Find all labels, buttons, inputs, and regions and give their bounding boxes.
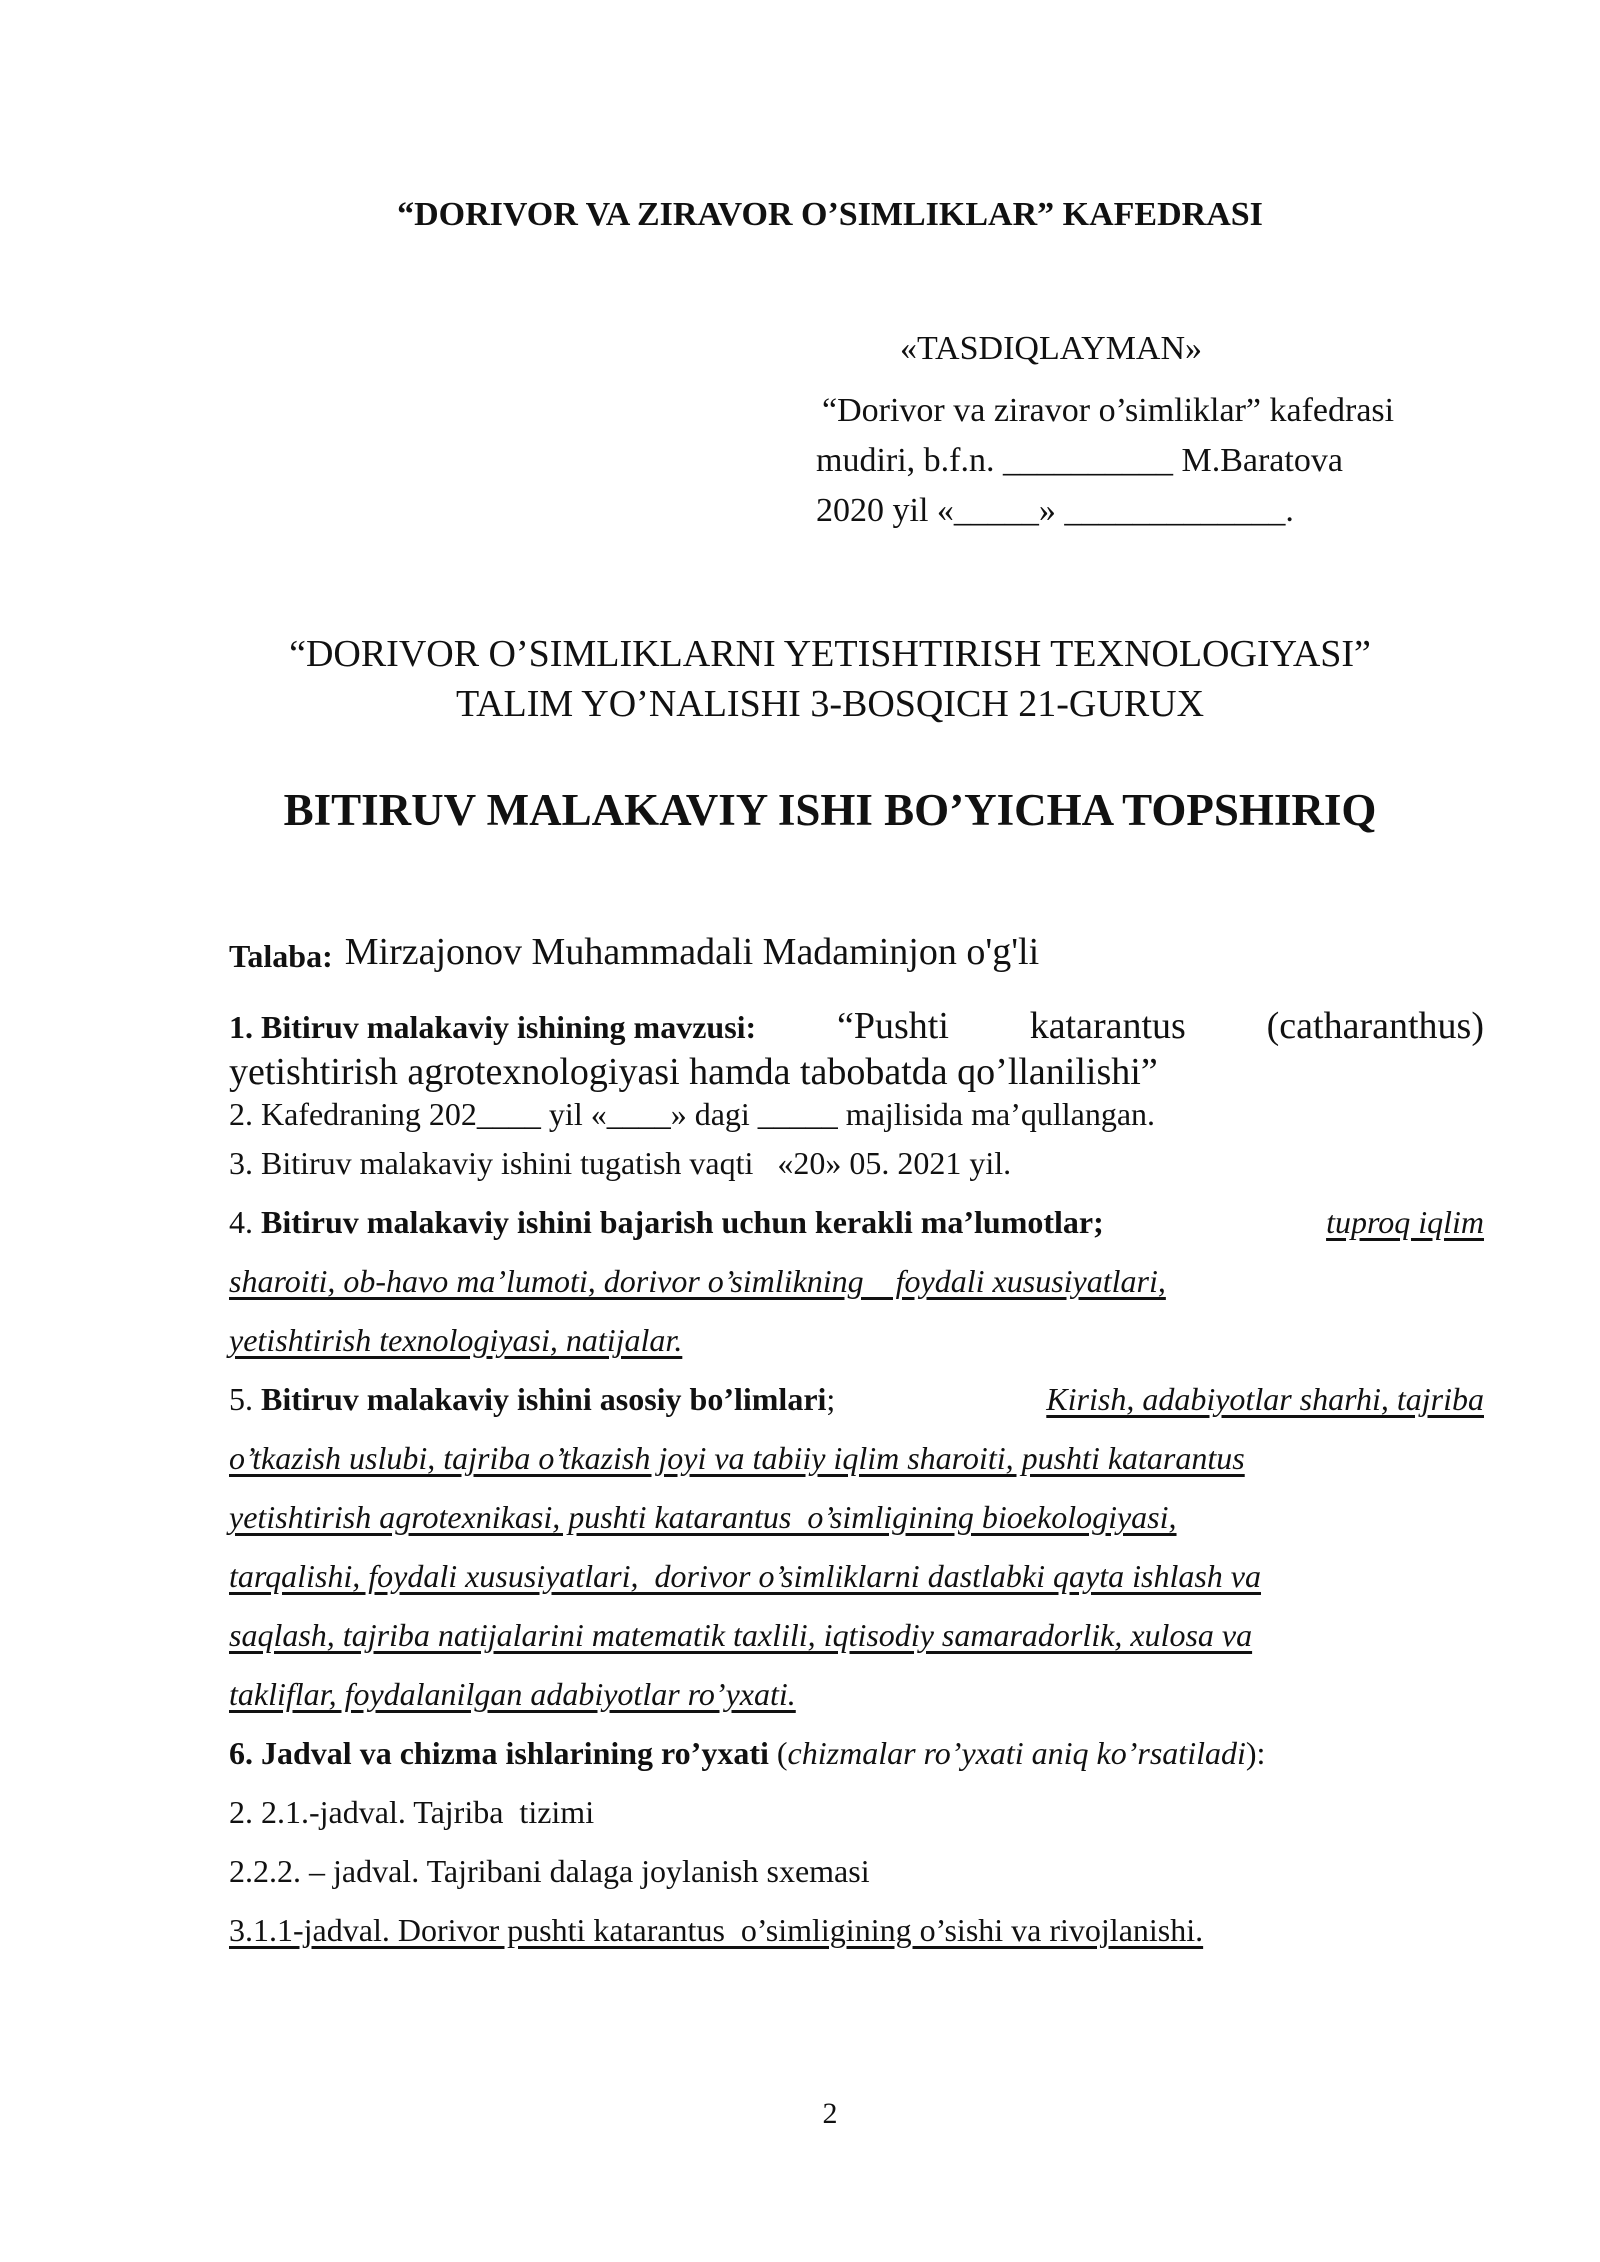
item-6-open: ( xyxy=(768,1735,788,1771)
approval-title: «TASDIQLAYMAN» xyxy=(900,330,1203,367)
item-2: 2. Kafedraning 202____ yil «____» dagi _____ majlisida ma’qullangan. xyxy=(229,1096,1156,1132)
item-5-tail: Kirish, adabiyotlar sharhi, tajriba xyxy=(1046,1381,1484,1417)
item-3: 3. Bitiruv malakaviy ishini tugatish vaqti «20» 05. 2021 yil. xyxy=(229,1145,1012,1181)
item-6-close: ): xyxy=(1245,1735,1266,1771)
item-6-label: 6. Jadval va chizma ishlarining ro’yxati xyxy=(229,1735,769,1771)
item-5-line-6: takliflar, foydalanilgan adabiyotlar ro’yxati. xyxy=(229,1676,796,1712)
item-5-line-2: o’tkazish uslubi, tajriba o’tkazish joyi va tabiiy iqlim sharoiti, pushti katarantus xyxy=(229,1440,1245,1476)
item-5-label: Bitiruv malakaviy ishini asosiy bo’limlari xyxy=(261,1381,827,1417)
page-number: 2 xyxy=(822,2097,838,2130)
program-line-1: “DORIVOR O’SIMLIKLARNI YETISHTIRISH TEXNOLOGIYASI” xyxy=(289,633,1371,675)
approval-line-2: mudiri, b.f.n. __________ M.Baratova xyxy=(816,442,1343,479)
table-list-item: 3.1.1-jadval. Dorivor pushti katarantus o’simligining o’sishi va rivojlanishi. xyxy=(229,1912,1204,1948)
item-5-number: 5. xyxy=(229,1381,253,1417)
item-1-line-2: yetishtirish agrotexnologiyasi hamda tabobatda qo’llanilishi” xyxy=(229,1051,1158,1093)
program-line-2: TALIM YO’NALISHI 3-BOSQICH 21-GURUX xyxy=(455,683,1205,725)
approval-line-3: 2020 yil «_____» _____________. xyxy=(816,492,1294,529)
item-1-word: katarantus xyxy=(1029,1005,1186,1047)
item-5-separator: ; xyxy=(826,1381,836,1417)
document-body xyxy=(229,930,1484,1949)
department-heading: “DORIVOR VA ZIRAVOR O’SIMLIKLAR” KAFEDRASI xyxy=(397,196,1263,233)
item-5-line-1 xyxy=(229,1381,1484,1418)
table-list-item: 2. 2.1.-jadval. Tajriba tizimi xyxy=(229,1794,595,1830)
item-1-word: “Pushti xyxy=(836,1005,949,1047)
item-6-note: chizmalar ro’yxati aniq ko’rsatiladi xyxy=(787,1735,1246,1771)
item-5-line-5: saqlash, tajriba natijalarini matematik taxlili, iqtisodiy samaradorlik, xulosa va xyxy=(229,1617,1253,1653)
item-4-head xyxy=(229,1204,1104,1241)
item-6 xyxy=(229,1735,1484,1772)
approval-line-1: “Dorivor va ziravor o’simliklar” kafedrasi xyxy=(822,392,1395,429)
student-label: Talaba: xyxy=(229,938,333,974)
main-title: BITIRUV MALAKAVIY ISHI BO’YICHA TOPSHIRIQ xyxy=(283,785,1377,835)
item-5-line-3: yetishtirish agrotexnikasi, pushti katarantus o’simligining bioekologiyasi, xyxy=(229,1499,1177,1535)
item-4-label: Bitiruv malakaviy ishini bajarish uchun kerakli ma’lumotlar; xyxy=(261,1204,1104,1240)
item-4-line-1 xyxy=(229,1204,1484,1241)
item-1-word: (catharanthus) xyxy=(1266,1005,1484,1047)
student-name: Mirzajonov Muhammadali Madaminjon o'g'li xyxy=(344,931,1040,973)
student-line xyxy=(229,930,1484,982)
item-4-line-2: sharoiti, ob-havo ma’lumoti, dorivor o’simlikning foydali xususiyatlari, xyxy=(229,1263,1166,1299)
item-1-line-1 xyxy=(229,1004,1484,1048)
item-1-label: 1. Bitiruv malakaviy ishining mavzusi: xyxy=(229,1009,757,1045)
table-list-item: 2.2.2. – jadval. Tajribani dalaga joylanish sxemasi xyxy=(229,1853,870,1889)
item-4-tail: tuproq iqlim xyxy=(1326,1204,1484,1240)
item-5-line-4: tarqalishi, foydali xususiyatlari, dorivor o’simliklarni dastlabki qayta ishlash va xyxy=(229,1558,1261,1594)
item-4-line-3: yetishtirish texnologiyasi, natijalar. xyxy=(229,1322,683,1358)
item-5-head xyxy=(229,1381,835,1418)
item-4-number: 4. xyxy=(229,1204,253,1240)
